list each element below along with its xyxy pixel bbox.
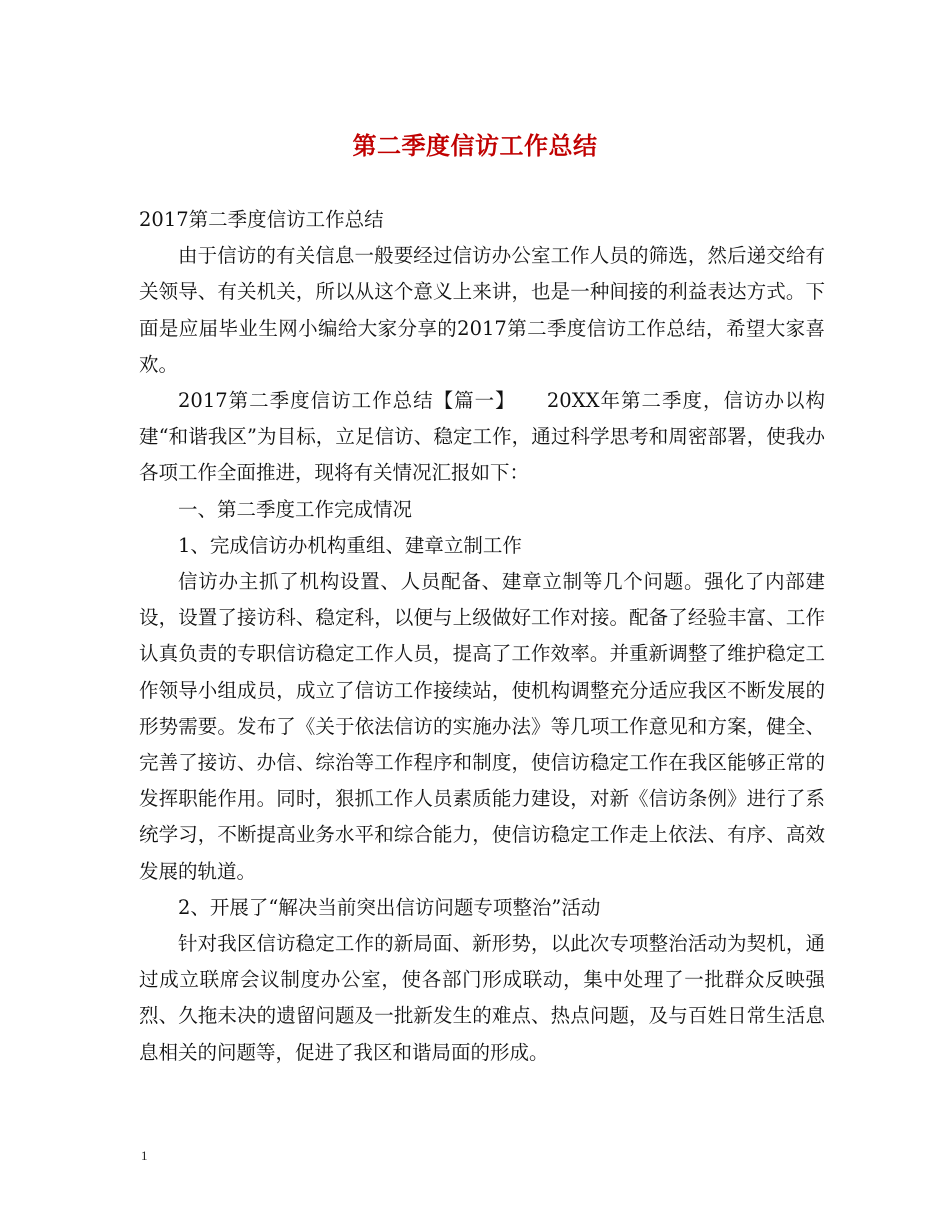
paragraph-intro: 由于信访的有关信息一般要经过信访办公室工作人员的筛选，然后递交给有关领导、有关机关，所以从这个意义上来讲，也是一种间接的利益表达方式。下面是应届毕业生网小编给大家分享的2017第二季度信访工作总结，希望大家喜欢。 (139, 244, 825, 376)
section-heading-completion: 一、第二季度工作完成情况 (178, 497, 413, 521)
paragraph-item-2-detail: 针对我区信访稳定工作的新局面、新形势，以此次专项整治活动为契机，通过成立联席会议制度办公室，使各部门形成联动，集中处理了一批群众反映强烈、久拖未决的遗留问题及一批新发生的难点、热点问题，及与百姓日常生活息息相关的问题等，促进了我区和谐局面的形成。 (139, 932, 825, 1064)
document-subtitle: 2017第二季度信访工作总结 (139, 208, 384, 231)
subheading-item-1: 1、完成信访办机构重组、建章立制工作 (178, 533, 522, 557)
page-number: 1 (141, 1148, 148, 1163)
page-title: 第二季度信访工作总结 (352, 131, 598, 160)
document-body (139, 202, 825, 1071)
paragraph-section-opening: 2017第二季度信访工作总结【篇一】 20XX年第二季度，信访办以构建“和谐我区”为目标，立足信访、稳定工作，通过科学思考和周密部署，使我办各项工作全面推进，现将有关情况汇报如下： (139, 389, 825, 485)
paragraph-item-1-detail: 信访办主抓了机构设置、人员配备、建章立制等几个问题。强化了内部建设，设置了接访科、稳定科，以便与上级做好工作对接。配备了经验丰富、工作认真负责的专职信访稳定工作人员，提高了工作效率。并重新调整了维护稳定工作领导小组成员，成立了信访工作接续站，使机构调整充分适应我区不断发展的形势需要。发布了《关于依法信访的实施办法》等几项工作意见和方案，健全、完善了接访、办信、综治等工作程序和制度，使信访稳定工作在我区能够正常的发挥职能作用。同时，狠抓工作人员素质能力建设，对新《信访条例》进行了系统学习，不断提高业务水平和综合能力，使信访稳定工作走上依法、有序、高效发展的轨道。 (139, 570, 825, 883)
subheading-item-2: 2、开展了“解决当前突出信访问题专项整治”活动 (178, 895, 601, 919)
